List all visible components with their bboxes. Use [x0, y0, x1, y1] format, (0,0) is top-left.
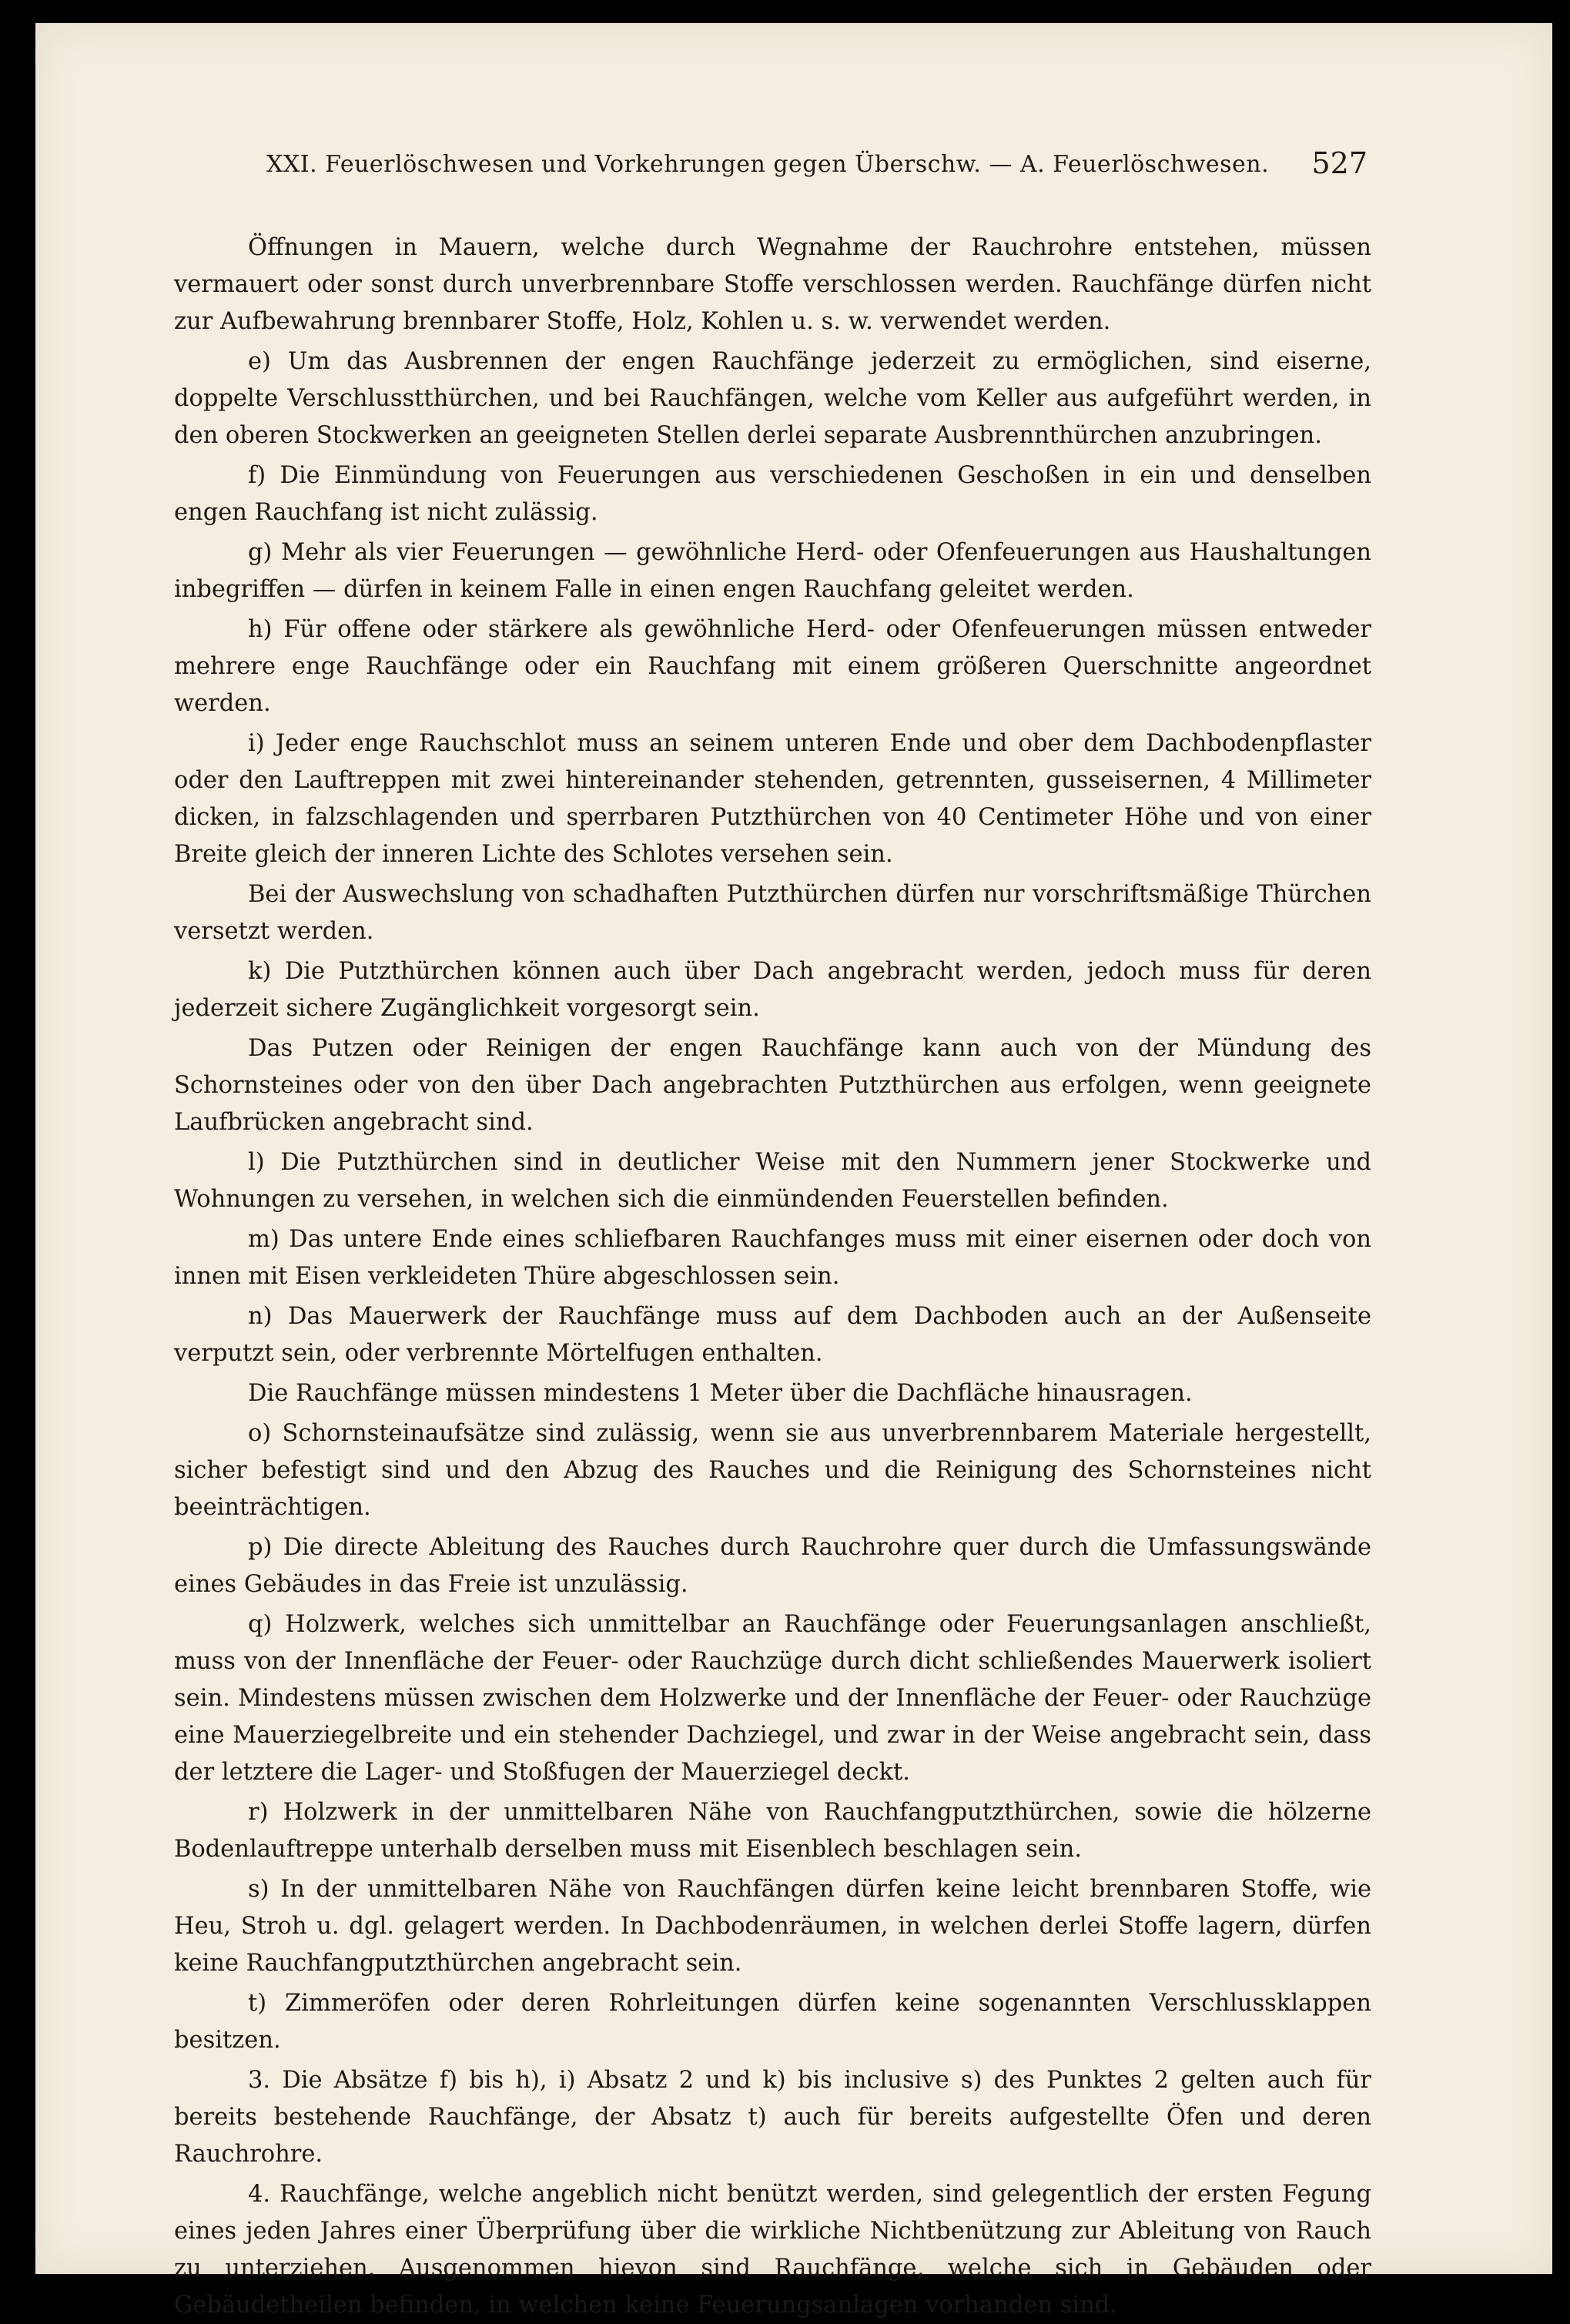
body-text	[174, 229, 1371, 2319]
page-number: 527	[1311, 146, 1367, 180]
paragraph: m) Das untere Ende eines schliefbaren Rauchfanges muss mit einer eisernen oder doch von innen mit Eisen verkleideten Thüre abgeschlossen sein.	[174, 1226, 1371, 1290]
paragraph: k) Die Putzthürchen können auch über Dach angebracht werden, jedoch muss für deren jederzeit sichere Zugänglichkeit vorgesorgt sein.	[174, 958, 1371, 1022]
paragraph: Öffnungen in Mauern, welche durch Wegnahme der Rauchrohre entstehen, müssen vermauert oder sonst durch unverbrennbare Stoffe verschlossen werden. Rauchfänge dürfen nicht zur Aufbewahrung brennbarer Stoffe, Holz, Kohlen u. s. w. verwendet werden.	[174, 234, 1371, 335]
paragraph: i) Jeder enge Rauchschlot muss an seinem unteren Ende und ober dem Dachbodenpflaster oder den Lauftreppen mit zwei hintereinander stehenden, getrennten, gusseisernen, 4 Millimeter dicken, in falzschlagenden und sperrbaren Putzthürchen von 40 Centimeter Höhe und von einer Breite gleich der inneren Lichte des Schlotes versehen sein.	[174, 730, 1371, 868]
paragraph: r) Holzwerk in der unmittelbaren Nähe von Rauchfangputzthürchen, sowie die hölzerne Bodenlauftreppe unterhalb derselben muss mit Eisenblech beschlagen sein.	[174, 1799, 1371, 1863]
paragraph: l) Die Putzthürchen sind in deutlicher Weise mit den Nummern jener Stockwerke und Wohnungen zu versehen, in welchen sich die einmündenden Feuerstellen befinden.	[174, 1149, 1371, 1213]
paragraph: Die Rauchfänge müssen mindestens 1 Meter über die Dachfläche hinausragen.	[248, 1380, 1193, 1407]
running-header	[266, 137, 1367, 191]
paragraph: h) Für offene oder stärkere als gewöhnliche Herd- oder Ofenfeuerungen müssen entweder mehrere enge Rauchfänge oder ein Rauchfang mit einem größeren Querschnitte angeordnet werden.	[174, 616, 1371, 717]
paragraph: g) Mehr als vier Feuerungen — gewöhnliche Herd- oder Ofenfeuerungen aus Haushaltungen inbegriffen — dürfen in keinem Falle in einen engen Rauchfang geleitet werden.	[174, 539, 1371, 603]
paragraph: p) Die directe Ableitung des Rauches durch Rauchrohre quer durch die Umfassungswände eines Gebäudes in das Freie ist unzulässig.	[174, 1534, 1371, 1598]
paragraph: 4. Rauchfänge, welche angeblich nicht benützt werden, sind gelegentlich der ersten Fegung eines jeden Jahres einer Überprüfung über die wirkliche Nichtbenützung zur Ableitung von Rauch zu unterziehen. Ausgenommen hievon sind Rauchfänge, welche sich in Gebäuden oder Gebäudetheilen befinden, in welchen keine Feuerungsanlagen vorhanden sind.	[174, 2181, 1371, 2319]
paragraph: 3. Die Absätze f) bis h), i) Absatz 2 und k) bis inclusive s) des Punktes 2 gelten auch für bereits bestehende Rauchfänge, der Absatz t) auch für bereits aufgestellte Öfen und deren Rauchrohre.	[174, 2067, 1371, 2168]
paragraph: q) Holzwerk, welches sich unmittelbar an Rauchfänge oder Feuerungsanlagen anschließt, muss von der Innenfläche der Feuer- oder Rauchzüge durch dicht schließendes Mauerwerk isoliert sein. Mindestens müssen zwischen dem Holzwerke und der Innenfläche der Feuer- oder Rauchzüge eine Mauerziegelbreite und ein stehender Dachziegel, und zwar in der Weise angebracht sein, dass der letztere die Lager- und Stoßfugen der Mauerziegel deckt.	[174, 1611, 1371, 1786]
paragraph: n) Das Mauerwerk der Rauchfänge muss auf dem Dachboden auch an der Außenseite verputzt sein, oder verbrennte Mörtelfugen enthalten.	[174, 1303, 1371, 1367]
paragraph: Bei der Auswechslung von schadhaften Putzthürchen dürfen nur vorschriftsmäßige Thürchen versetzt werden.	[174, 881, 1371, 945]
paragraph: Das Putzen oder Reinigen der engen Rauchfänge kann auch von der Mündung des Schornsteines oder von den über Dach angebrachten Putzthürchen aus erfolgen, wenn geeignete Laufbrücken angebracht sind.	[174, 1035, 1371, 1136]
paragraph: s) In der unmittelbaren Nähe von Rauchfängen dürfen keine leicht brennbaren Stoffe, wie Heu, Stroh u. dgl. gelagert werden. In Dachbodenräumen, in welchen derlei Stoffe lagern, dürfen keine Rauchfangputzthürchen angebracht sein.	[174, 1876, 1371, 1977]
paragraph: o) Schornsteinaufsätze sind zulässig, wenn sie aus unverbrennbarem Materiale hergestellt, sicher befestigt sind und den Abzug des Rauches und die Reinigung des Schornsteines nicht beeinträchtigen.	[174, 1420, 1371, 1521]
paragraph: t) Zimmeröfen oder deren Rohrleitungen dürfen keine sogenannten Verschlussklappen besitzen.	[174, 1990, 1371, 2054]
scanned-page	[35, 23, 1552, 2319]
paragraph: e) Um das Ausbrennen der engen Rauchfänge jederzeit zu ermöglichen, sind eiserne, doppelte Verschlusstthürchen, und bei Rauchfängen, welche vom Keller aus aufgeführt werden, in den oberen Stockwerken an geeigneten Stellen derlei separate Ausbrennthürchen anzubringen.	[174, 348, 1371, 449]
header-title: XXI. Feuerlöschwesen und Vorkehrungen gegen Überschw. — A. Feuerlöschwesen.	[266, 151, 1270, 178]
paragraph: f) Die Einmündung von Feuerungen aus verschiedenen Geschoßen in ein und denselben engen Rauchfang ist nicht zulässig.	[174, 462, 1371, 526]
